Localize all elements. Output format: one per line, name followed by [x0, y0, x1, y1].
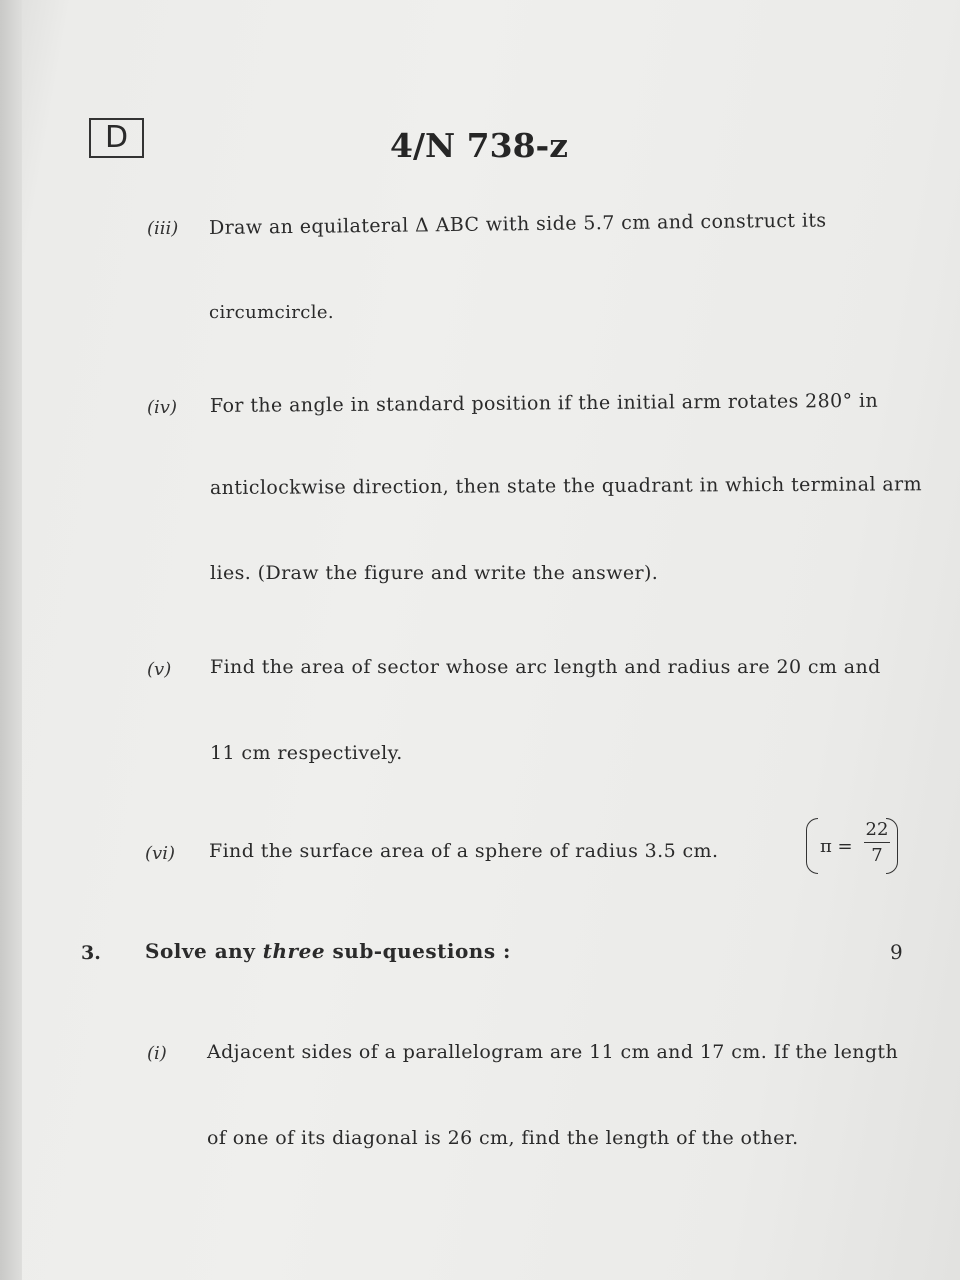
question-text-line: circumcircle.: [209, 302, 335, 323]
pi-value-hint: [806, 818, 898, 878]
paper-code: 4/N 738-z: [390, 126, 568, 165]
question-number: (vi): [145, 843, 175, 864]
pi-symbol: π =: [820, 836, 853, 857]
question-number: (i): [147, 1043, 167, 1064]
heading-text: sub-questions :: [332, 939, 511, 963]
question-text-line: Find the surface area of a sphere of radius 3.5 cm.: [209, 840, 719, 862]
heading-emphasis: three: [262, 939, 326, 963]
question-text-line: anticlockwise direction, then state the quadrant in which terminal arm: [209, 473, 923, 499]
set-label-box: D: [89, 118, 144, 158]
question-number: (iii): [147, 218, 179, 239]
question-text-line: of one of its diagonal is 26 cm, find the length of the other.: [207, 1127, 799, 1149]
question-3-number: 3.: [81, 942, 101, 964]
question-text-line: Draw an equilateral Δ ABC with side 5.7 cm and construct its: [208, 209, 827, 239]
question-text-line: lies. (Draw the figure and write the answer).: [210, 562, 659, 584]
fraction-numerator: 22: [865, 819, 889, 840]
question-text-line: Adjacent sides of a parallelogram are 11 cm and 17 cm. If the length: [207, 1041, 899, 1063]
question-text-line: 11 cm respectively.: [210, 742, 403, 764]
question-text-line: For the angle in standard position if the initial arm rotates 280° in: [209, 389, 879, 417]
page-edge-shadow: [0, 0, 22, 1280]
marks-label: 9: [890, 940, 903, 964]
question-number: (v): [147, 659, 172, 680]
right-parenthesis: [886, 818, 898, 874]
question-text-line: Find the area of sector whose arc length and radius are 20 cm and: [210, 656, 881, 678]
question-3-heading: [145, 939, 511, 963]
left-parenthesis: [806, 818, 818, 874]
fraction-denominator: 7: [871, 845, 883, 866]
question-number: (iv): [147, 397, 177, 418]
heading-text: Solve any: [145, 939, 256, 963]
